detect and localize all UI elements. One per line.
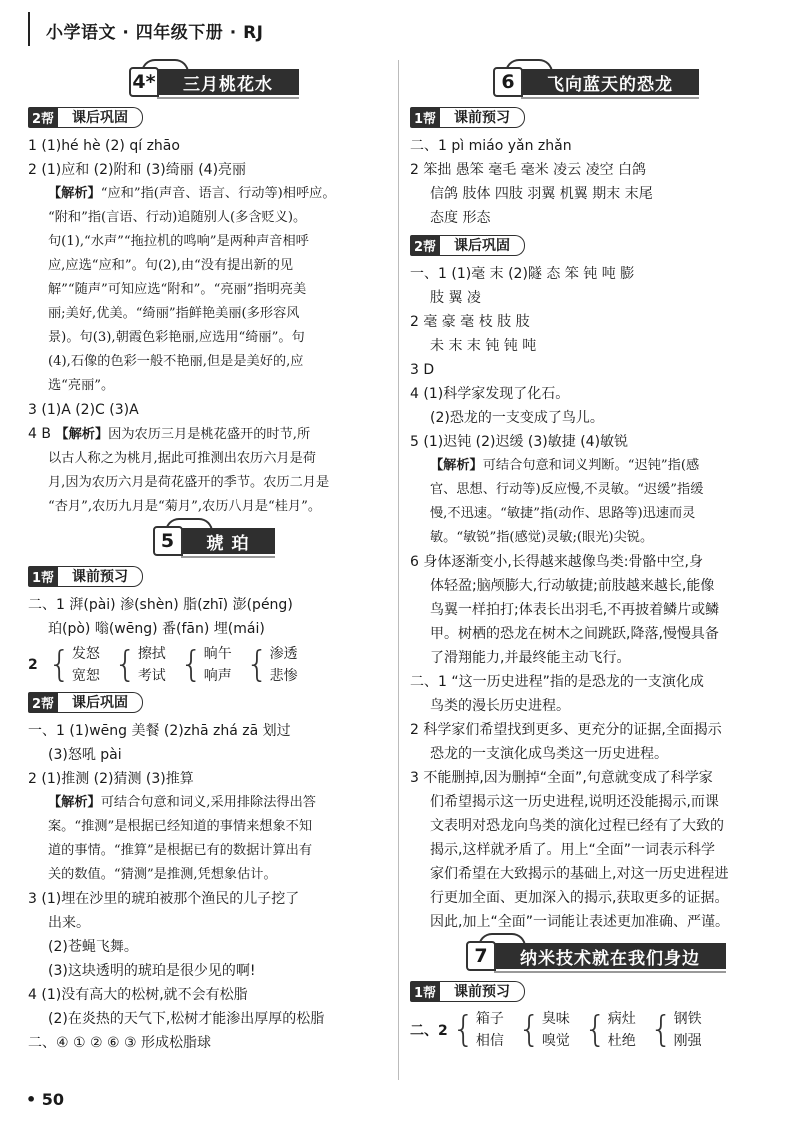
word: 悲惨 (269, 668, 298, 684)
section-tag-after-class (28, 691, 400, 713)
answer-line: 3 (1)A (2)C (3)A (28, 402, 139, 418)
brace-icon: { (517, 1009, 541, 1050)
answer-line: 3 (1)埋在沙里的琥珀被那个渔民的儿子挖了 (28, 891, 300, 907)
answer-line: (3)怒吼 pài (48, 747, 122, 763)
explanation-text: 可结合句意和词义,采用排除法得出答 (100, 795, 316, 810)
word-pair-group (48, 643, 100, 687)
lesson-title: 纳米技术就在我们身边 (494, 943, 726, 969)
answer-line: 二、④ ① ② ⑥ ③ 形成松脂球 (28, 1035, 212, 1051)
answer-line: 2 笨拙 愚笨 毫毛 毫米 凌云 凌空 白鸽 (410, 162, 647, 178)
explanation-line (410, 454, 782, 478)
brace-icon: { (179, 644, 203, 685)
word-pair-group (650, 1008, 702, 1052)
explanation-line: 选“亮丽”。 (48, 378, 115, 393)
answer-line: 6 身体逐渐变小,长得越来越像鸟类:骨骼中空,身 (410, 554, 703, 570)
word: 晌午 (203, 646, 232, 662)
answer-line: 1 (1)hé hè (2) qí zhāo (28, 138, 180, 154)
answer-line: 2 (1)推测 (2)猜测 (3)推算 (28, 771, 194, 787)
explanation-line: 关的数值。“猜测”是推测,凭想象估计。 (48, 867, 277, 882)
answer-line: 一、1 (1)毫 末 (2)隧 态 笨 钝 吨 膨 (410, 266, 635, 282)
explanation-line: “杏月”,农历九月是“菊月”,农历八月是“桂月”。 (48, 499, 322, 514)
explanation-label: 【解析】 (48, 795, 101, 810)
answer-line: 甲。树栖的恐龙在树木之间跳跃,降落,慢慢具备 (430, 626, 719, 642)
answer-line: 3 D (410, 362, 435, 378)
answer-line: (2)在炎热的天气下,松树才能渗出厚厚的松脂 (48, 1011, 325, 1027)
word: 宽恕 (71, 668, 100, 684)
explanation-text: “应和”指(声音、语言、行动等)相呼应。 (100, 186, 336, 201)
answer-line: (3)这块透明的琥珀是很少见的啊! (48, 963, 256, 979)
answer-line: 出来。 (48, 915, 90, 931)
word: 钢铁 (673, 1011, 702, 1027)
lesson-title: 飞向蓝天的恐龙 (521, 69, 699, 95)
lesson-title: 琥 珀 (181, 528, 276, 554)
word: 渗透 (269, 646, 298, 662)
tag-label: 课前预习 (440, 107, 525, 128)
section-tag-after-class (410, 234, 782, 256)
answer-line: 4 (1)科学家发现了化石。 (410, 386, 570, 402)
lesson-number: 7 (466, 941, 496, 971)
explanation-line: 应,应选“应和”。句(2),由“没有提出新的见 (48, 258, 294, 273)
word: 发怒 (71, 646, 100, 662)
answer-line: 文表明对恐龙向鸟类的演化过程已经有了大致的 (430, 818, 724, 834)
explanation-line: 案。“推测”是根据已经知道的事情来想象不知 (48, 819, 313, 834)
explanation-label: 【解析】 (55, 427, 109, 442)
answer-line: 2 科学家们希望找到更多、更充分的证据,全面揭示 (410, 722, 722, 738)
tag-number: 2帮 (28, 107, 58, 128)
tag-number: 1帮 (410, 107, 440, 128)
tag-label: 课后巩固 (58, 107, 143, 128)
explanation-line: (4),石像的色彩一般不艳丽,但是是美好的,应 (48, 354, 304, 369)
answer-line: 揭示,这样就矛盾了。用上“全面”一词表示科学 (430, 842, 715, 858)
word: 箱子 (475, 1011, 504, 1027)
right-column (410, 60, 782, 1056)
section-tag-pre-class (28, 565, 400, 587)
explanation-line: “附和”指(言语、行动)追随别人(多含贬义)。 (48, 210, 307, 225)
brace-icon: { (245, 644, 269, 685)
lesson-5-heading (28, 521, 400, 561)
explanation-line (28, 182, 400, 206)
answer-lead: 二、2 (410, 1023, 448, 1039)
answer-line: 二、1 “这一历史进程”指的是恐龙的一支演化成 (410, 674, 704, 690)
lesson-number: 6 (493, 67, 523, 97)
answer-line: 肢 翼 凌 (430, 290, 481, 306)
section-tag-after-class (28, 106, 400, 128)
explanation-line: 官、思想、行动等)反应慢,不灵敏。“迟缓”指缓 (430, 482, 704, 497)
answer-line: 珀(pò) 嗡(wēng) 番(fān) 埋(mái) (48, 621, 265, 637)
answer-line: 5 (1)迟钝 (2)迟缓 (3)敏捷 (4)敏锐 (410, 434, 629, 450)
answer-line: 们希望揭示这一历史进程,说明还没能揭示,而课 (430, 794, 719, 810)
tag-number: 2帮 (28, 692, 58, 713)
explanation-line: 道的事情。“推算”是根据已有的数据计算出有 (48, 843, 313, 858)
lesson-4-heading (28, 62, 400, 102)
explanation-label: 【解析】 (48, 186, 101, 201)
word-pair-group (180, 643, 232, 687)
word-pair-group (246, 643, 298, 687)
answer-line: 信鸽 肢体 四肢 羽翼 机翼 期末 末尾 (430, 186, 653, 202)
answer-line: (2)恐龙的一支变成了鸟儿。 (430, 410, 604, 426)
book-title: 小学语文 · 四年级下册 · RJ (46, 23, 264, 43)
word: 响声 (203, 668, 232, 684)
word: 病灶 (607, 1011, 636, 1027)
section-tag-pre-class (410, 106, 782, 128)
section-tag-pre-class (410, 980, 782, 1002)
answer-line: 4 (1)没有高大的松树,就不会有松脂 (28, 987, 248, 1003)
tag-label: 课前预习 (440, 981, 525, 1002)
word-pair-group (452, 1008, 504, 1052)
answer-line: 一、1 (1)wēng 美餐 (2)zhā zhá zā 划过 (28, 723, 291, 739)
word: 刚强 (673, 1033, 702, 1049)
word: 考试 (137, 668, 166, 684)
word-pair-group (584, 1008, 636, 1052)
page-number: • 50 (26, 1090, 65, 1109)
answer-line: 因此,加上“全面”一词能让表述更加准确、严谨。 (430, 914, 729, 930)
answer-line: 体轻盈;脑颅膨大,行动敏捷;前肢越来越长,能像 (430, 578, 715, 594)
explanation-line (28, 422, 400, 447)
explanation-line: 景)。句(3),朝霞色彩艳丽,应选用“绮丽”。句 (48, 330, 305, 345)
answer-line: 恐龙的一支演化成鸟类这一历史进程。 (430, 746, 668, 762)
word-pair-group (114, 643, 166, 687)
answer-line: 鸟翼一样拍打;体表长出羽毛,不再披着鳞片或鳞 (430, 602, 720, 618)
lesson-title: 三月桃花水 (157, 69, 299, 95)
explanation-line: 解”“随声”可知应选“附和”。“亮丽”指明亮美 (48, 282, 307, 297)
brace-icon: { (649, 1009, 673, 1050)
word-pairs (28, 643, 400, 687)
answer-line: (2)苍蝇飞舞。 (48, 939, 138, 955)
answer-line: 行更加全面、更加深入的揭示,获取更多的证据。 (430, 890, 729, 906)
explanation-line: 以古人称之为桃月,据此可推测出农历六月是荷 (48, 451, 316, 466)
brace-icon: { (452, 1009, 475, 1050)
left-column (28, 60, 400, 1055)
word: 擦拭 (137, 646, 166, 662)
answer-lead: 4 B (28, 426, 56, 442)
tag-label: 课前预习 (58, 566, 143, 587)
brace-icon: { (583, 1009, 607, 1050)
answer-line: 2 毫 豪 毫 枝 肢 肢 (410, 314, 530, 330)
lesson-number: 5 (153, 526, 183, 556)
page-header (28, 8, 772, 50)
explanation-text: 因为农历三月是桃花盛开的时节,所 (108, 427, 311, 442)
explanation-line: 句(1),“水声”“拖拉机的鸣响”是两种声音相呼 (48, 234, 309, 249)
tag-number: 1帮 (28, 566, 58, 587)
explanation-line: 敏。“敏锐”指(感觉)灵敏;(眼光)尖锐。 (430, 530, 654, 545)
tag-number: 2帮 (410, 235, 440, 256)
answer-lead: 2 (28, 657, 38, 673)
lesson-6-heading (410, 62, 782, 102)
explanation-line: 月,因为农历六月是荷花盛开的季节。农历二月是 (48, 475, 330, 490)
brace-icon: { (48, 644, 71, 685)
word-pairs (410, 1008, 782, 1052)
explanation-line (28, 791, 400, 815)
answer-line: 3 不能删掉,因为删掉“全面”,句意就变成了科学家 (410, 770, 713, 786)
word-pair-group (518, 1008, 570, 1052)
lesson-7-heading (410, 936, 782, 976)
word: 相信 (475, 1033, 504, 1049)
answer-line: 鸟类的漫长历史进程。 (430, 698, 570, 714)
answer-line: 二、1 湃(pài) 渗(shèn) 脂(zhī) 澎(péng) (28, 597, 293, 613)
brace-icon: { (113, 644, 137, 685)
answer-line: 未 末 末 钝 钝 吨 (430, 338, 537, 354)
lesson-number: 4* (129, 67, 159, 97)
tag-label: 课后巩固 (440, 235, 525, 256)
explanation-label: 【解析】 (430, 458, 483, 473)
explanation-text: 可结合句意和词义判断。“迟钝”指(感 (482, 458, 700, 473)
tag-number: 1帮 (410, 981, 440, 1002)
answer-line: 了滑翔能力,并最终能主动飞行。 (430, 650, 631, 666)
explanation-line: 丽;美好,优美。“绮丽”指鲜艳美丽(多形容风 (48, 306, 300, 321)
word: 杜绝 (607, 1033, 636, 1049)
answer-line: 态度 形态 (430, 210, 491, 226)
explanation-line: 慢,不迅速。“敏捷”指(动作、思路等)迅速而灵 (430, 506, 696, 521)
word: 嗅觉 (541, 1033, 570, 1049)
answer-line: 二、1 pì miáo yǎn zhǎn (410, 138, 572, 154)
page-number-value: 50 (41, 1090, 65, 1109)
answer-line: 家们希望在大致揭示的基础上,对这一历史进程进 (430, 866, 729, 882)
answer-line: 2 (1)应和 (2)附和 (3)绮丽 (4)亮丽 (28, 162, 247, 178)
word: 臭味 (541, 1011, 570, 1027)
header-bar (28, 12, 30, 46)
tag-label: 课后巩固 (58, 692, 143, 713)
